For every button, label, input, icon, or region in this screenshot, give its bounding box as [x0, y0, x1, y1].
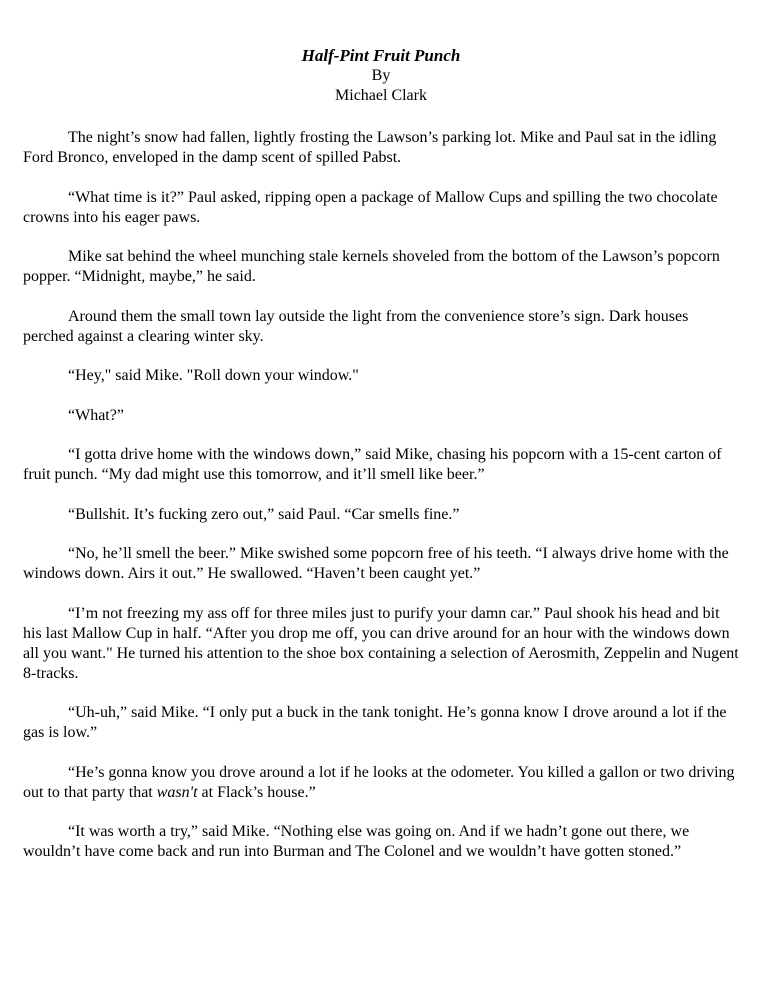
manuscript-page: [23, 46, 739, 882]
paragraph-text: “What?”: [68, 406, 124, 424]
story-paragraph: [23, 822, 739, 862]
author-name: Michael Clark: [335, 87, 427, 104]
paragraph-text: “I gotta drive home with the windows down,” said Mike, chasing his popcorn with a 15-cent carton of fruit punch. “My dad might use this tomorrow, and it’ll smell like beer.”: [23, 446, 722, 483]
emphasized-text: wasn't: [156, 783, 198, 801]
paragraph-text: The night’s snow had fallen, lightly frosting the Lawson’s parking lot. Mike and Paul sat in the idling Ford Bronco, enveloped in the damp scent of spilled Pabst.: [23, 129, 717, 166]
paragraph-text: “I’m not freezing my ass off for three miles just to purify your damn car.” Paul shook his head and bit his last Mallow Cup in half. “After you drop me off, you can drive around for an hour with the windows down all you want." He turned his attention to the shoe box containing a selection of Aerosmith, Zeppelin and Nugent 8-tracks.: [23, 604, 739, 682]
byline-label: By: [371, 67, 391, 84]
story-paragraph: [23, 604, 739, 684]
paragraph-text: “No, he’ll smell the beer.” Mike swished some popcorn free of his teeth. “I always drive home with the windows down. Airs it out.” He swallowed. “Haven’t been caught yet.”: [23, 545, 729, 582]
paragraph-text: at Flack’s house.”: [197, 783, 316, 801]
story-paragraph: [23, 247, 739, 287]
story-paragraph: [23, 188, 739, 228]
paragraph-text: “Uh-uh,” said Mike. “I only put a buck in the tank tonight. He’s gonna know I drove around a lot if the gas is low.”: [23, 704, 727, 741]
story-header: [23, 46, 739, 106]
paragraph-text: “It was worth a try,” said Mike. “Nothing else was going on. And if we hadn’t gone out there, we wouldn’t have come back and run into Burman and The Colonel and we wouldn’t have gotten stoned.”: [23, 823, 690, 860]
story-paragraph: [23, 307, 739, 347]
paragraph-text: Around them the small town lay outside the light from the convenience store’s sign. Dark houses perched against a clearing winter sky.: [23, 307, 689, 345]
story-paragraph: [23, 406, 739, 426]
paragraph-text: “Bullshit. It’s fucking zero out,” said Paul. “Car smells fine.”: [68, 505, 460, 523]
paragraph-text: “He’s gonna know you drove around a lot if he looks at the odometer. You killed a gallon or two driving out to that party that: [23, 763, 735, 801]
story-paragraph: [23, 505, 739, 525]
story-paragraph: [23, 763, 739, 803]
story-body: [23, 128, 739, 862]
story-paragraph: [23, 366, 739, 386]
story-paragraph: [23, 445, 739, 485]
story-paragraph: [23, 128, 739, 168]
paragraph-text: “Hey," said Mike. "Roll down your window.": [68, 367, 359, 384]
story-paragraph: [23, 703, 739, 743]
story-paragraph: [23, 544, 739, 584]
paragraph-text: “What time is it?” Paul asked, ripping open a package of Mallow Cups and spilling the two chocolate crowns into his eager paws.: [23, 188, 718, 226]
paragraph-text: Mike sat behind the wheel munching stale kernels shoveled from the bottom of the Lawson’s popcorn popper. “Midnight, maybe,” he said.: [23, 248, 720, 285]
story-title: Half-Pint Fruit Punch: [301, 46, 461, 65]
